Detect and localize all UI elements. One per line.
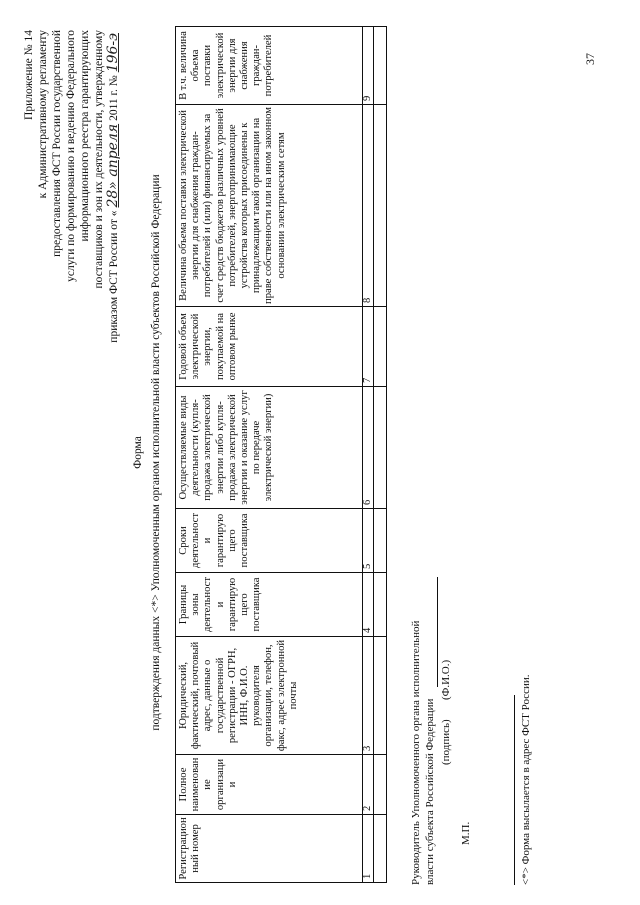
stamp-label: М.П. [460,821,472,845]
order-line [106,30,121,530]
header-cell: Регистрационный номер [176,815,363,883]
column-number: 8 [363,105,374,307]
header-cell: Границы зоны деятельности гарантирующего поставщика [176,573,363,637]
empty-cell [374,815,387,883]
appendix-line: информационного реестра гарантирующих [79,30,91,242]
empty-cell [374,755,387,815]
handwritten-date: 28» апреля [105,123,121,208]
order-prefix: приказом ФСТ России от « [108,210,120,343]
column-number: 6 [363,387,374,509]
empty-cell [374,637,387,755]
header-cell: Годовой объем электрической энергии, покупаемой на оптовом рынке [176,307,363,387]
column-number-row [363,27,374,883]
empty-cell [374,27,387,105]
empty-cell [374,387,387,509]
appendix-line: услуги по формированию и ведению Федерального [65,30,77,282]
header-cell: В т.ч. величина объема поставки электрической энергии для снабжения граждан-потребителей [176,27,363,105]
appendix-line: Приложение № 14 [23,30,35,120]
form-title: Форма [132,436,144,469]
header-cell: Сроки деятельности гарантирующего поставщика [176,509,363,573]
appendix-line: поставщиков и зон их деятельности, утвержденному [93,30,105,289]
column-number: 9 [363,27,374,105]
empty-cell [374,573,387,637]
column-number: 5 [363,509,374,573]
table-header-row [176,27,363,883]
column-number: 3 [363,637,374,755]
registry-form-table [175,26,387,883]
empty-cell [374,509,387,573]
handwritten-order-number: 196-э [105,33,121,73]
footnote: <*> Форма высылается в адрес ФСТ России. [520,674,532,885]
column-number: 7 [363,307,374,387]
appendix-line: к Административному регламенту [37,30,49,199]
appendix-line: предоставления ФСТ России государственной [51,30,63,257]
header-cell: Юридический, фактический, почтовый адрес, данные о государственной регистрации - ОГРН, ИНН, Ф.И.О. руководителя организации, телефон, факс, адрес электронной почты [176,637,363,755]
column-number: 1 [363,815,374,883]
header-cell: Полное наименование организации [176,755,363,815]
empty-cell [374,307,387,387]
name-label: (Ф.И.О.) [440,659,452,700]
footnote-rule [514,695,515,885]
page-number: 37 [583,53,597,65]
order-mid: 2011 г. № [108,75,120,121]
header-cell: Величина объема поставки электрической энергии для снабжения граждан-потребителей и (или) финансируемых за счет средств бюджетов различных уровней потребителей, энергопринимающие устройства которых присоединены к принадлежащим такой организации на праве собственности или на ином законном основании электрическим сетям [176,105,363,307]
column-number: 4 [363,573,374,637]
sign-label: (подпись) [440,719,452,765]
signature-rule [437,577,438,687]
empty-data-row [374,27,387,883]
signatory-line-2: власти субъекта Российской Федерации [424,698,436,885]
signatory-line-1: Руководитель Уполномоченного органа исполнительной [410,620,422,885]
column-number: 2 [363,755,374,815]
appendix-header [22,30,121,530]
form-subtitle: подтверждения данных <*> Уполномоченным органом исполнительной власти субъектов Российской Федерации [150,174,162,731]
header-cell: Осуществляемые виды деятельности (купля-продажа электрической энергии либо купля-продажа электрической энергии и оказание услуг по передаче электрической энергии) [176,387,363,509]
empty-cell [374,105,387,307]
